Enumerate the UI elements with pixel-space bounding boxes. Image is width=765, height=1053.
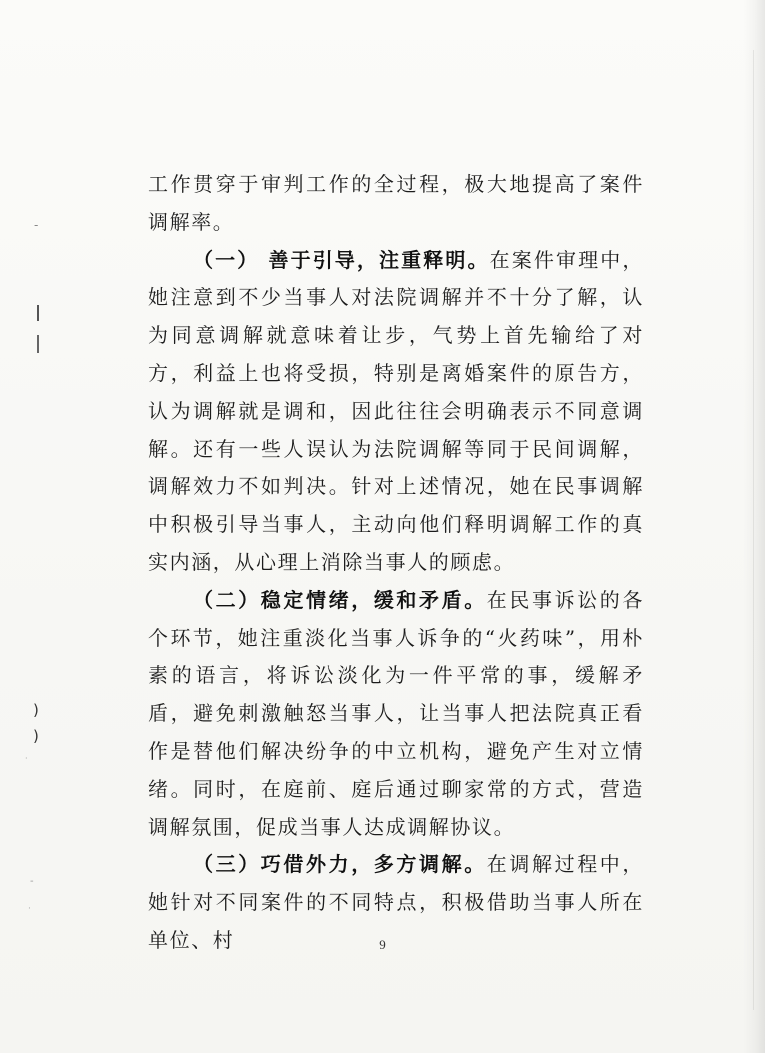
margin-mark: · [25,754,28,763]
paragraph-text: 在调解过程中，她针对不同案件的不同特点，积极借助当事人所在单位、村 [148,852,644,952]
margin-mark [37,305,39,321]
section-heading: （三）巧借外力，多方调解。 [193,852,487,877]
margin-mark: - [30,876,34,887]
margin-mark [37,335,39,353]
page-number: 9 [379,937,386,952]
paragraph-section-1 [148,242,644,582]
document-body [148,166,644,960]
page-edge-shadow [743,0,765,1053]
section-heading: （一） 善于引导，注重释明。 [193,247,490,272]
paragraph-text: 在案件审理中，她注意到不少当事人对法院调解并不十分了解，认为同意调解就意味着让步，气势上首先输给了对方，利益上也将受损，特别是离婚案件的原告方，认为调解就是调和，因此往往会明确表示不同意调解。还有一些人误认为法院调解等同于民间调解，调解效力不如判决。针对上述情况，她在民事调解中积极引导当事人，主动向他们释明调解工作的真实内涵，从心理上消除当事人的顾虑。 [148,247,644,574]
section-heading: （二）稳定情绪，缓和矛盾。 [193,587,487,612]
margin-mark: - [34,218,39,232]
paragraph-section-2 [148,582,644,847]
paragraph-text: 在民事诉讼的各个环节，她注重淡化当事人诉争的“火药味”，用朴素的语言，将诉讼淡化为一件平常的事，缓解矛盾，避免刺激触怒当事人，让当事人把法院真正看作是替他们解决纷争的中立机构，避免产生对立情绪。同时，在庭前、庭后通过聊家常的方式，营造调解氛围，促成当事人达成调解协议。 [148,587,644,839]
margin-mark: ) [33,727,39,745]
margin-mark: · [28,904,31,914]
paragraph-intro [148,166,644,242]
paragraph-text: 工作贯穿于审判工作的全过程，极大地提高了案件调解率。 [148,172,644,234]
margin-mark: ) [33,701,39,719]
